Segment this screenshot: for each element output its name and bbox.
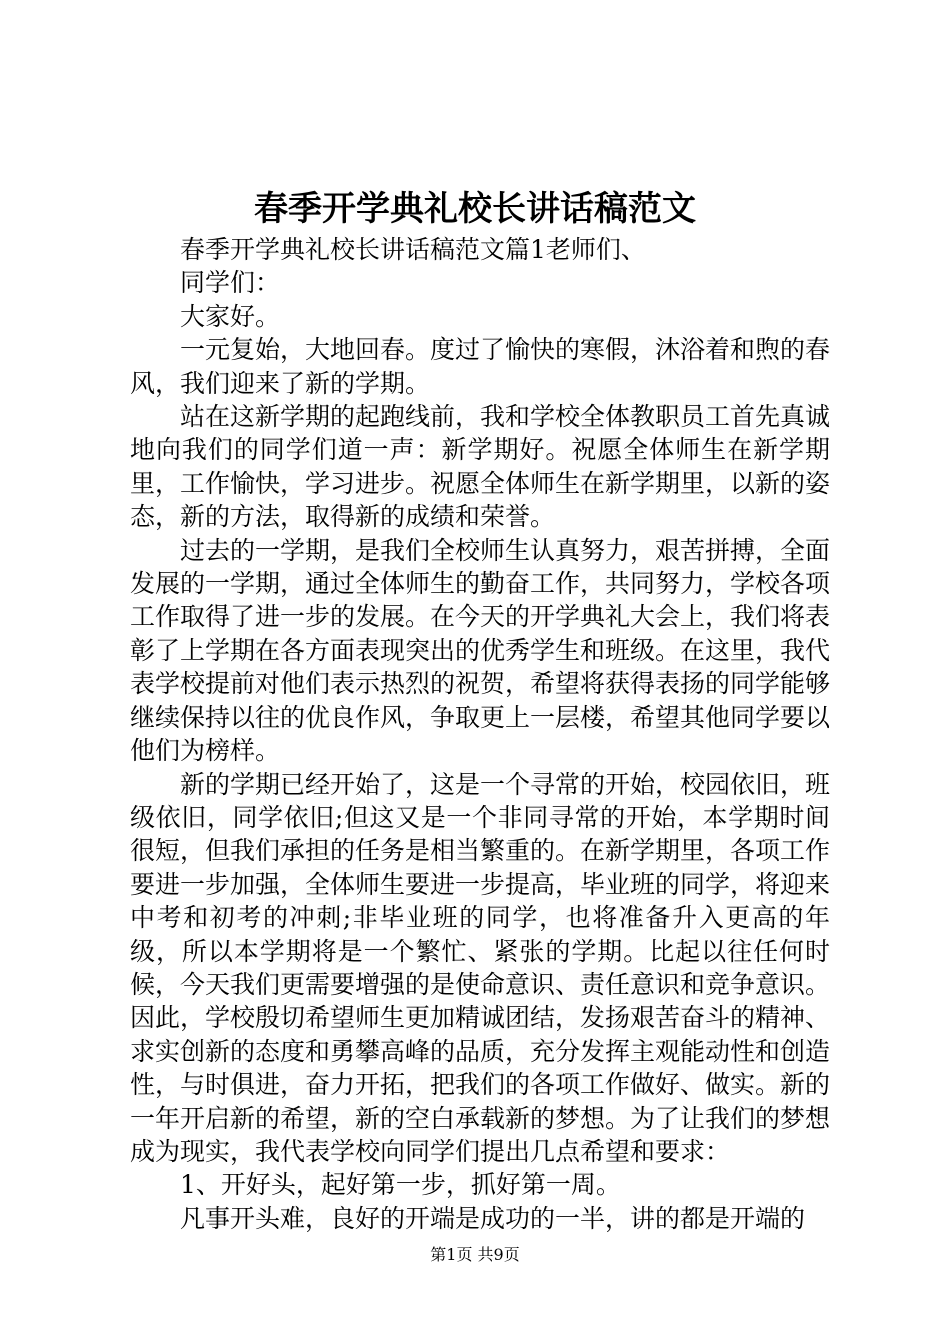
paragraph-1: 春季开学典礼校长讲话稿范文篇1老师们、 bbox=[180, 235, 646, 264]
document-title: 春季开学典礼校长讲话稿范文 bbox=[254, 189, 696, 229]
paragraph-2: 同学们： bbox=[180, 268, 281, 298]
paragraph-8: 1、开好头，起好第一步，抓好第一周。 bbox=[180, 1170, 621, 1200]
paragraph-7: 新的学期已经开始了，这是一个寻常的开始，校园依旧，班级依旧，同学依旧;但这又是一个非同寻常的开始，本学期时间很短，但我们承担的任务是相当繁重的。在新学期里，各项工作要进一步加强，全体师生要进一步提高，毕业班的同学，将迎来中考和初考的冲刺;非毕业班的同学，也将准备升入更高的年级，所以本学期将是一个繁忙、紧张的学期。比起以往任何时候，今天我们更需要增强的是使命意识、责任意识和竞争意识。因此，学校殷切希望师生更加精诚团结，发扬艰苦奋斗的精神、求实创新的态度和勇攀高峰的品质，充分发挥主观能动性和创造性，与时俱进，奋力开拓，把我们的各项工作做好、做实。新的一年开启新的希望，新的空白承载新的梦想。为了让我们的梦想成为现实，我代表学校向同学们提出几点希望和要求： bbox=[130, 769, 831, 1166]
paragraph-5: 站在这新学期的起跑线前，我和学校全体教职员工首先真诚地向我们的同学们道一声：新学期好。祝愿全体师生在新学期里，工作愉快，学习进步。祝愿全体师生在新学期里，以新的姿态，新的方法，取得新的成绩和荣誉。 bbox=[130, 402, 831, 532]
document-body bbox=[130, 233, 830, 1235]
paragraph-4: 一元复始，大地回春。度过了愉快的寒假，沐浴着和煦的春风，我们迎来了新的学期。 bbox=[130, 335, 831, 398]
paragraph-6: 过去的一学期，是我们全校师生认真努力，艰苦拼搏，全面发展的一学期，通过全体师生的勤奋工作，共同努力，学校各项工作取得了进一步的发展。在今天的开学典礼大会上，我们将表彰了上学期在各方面表现突出的优秀学生和班级。在这里，我代表学校提前对他们表示热烈的祝贺，希望将获得表扬的同学能够继续保持以往的优良作风，争取更上一层楼，希望其他同学要以他们为榜样。 bbox=[130, 535, 831, 766]
page-footer: 第1页 共9页 bbox=[430, 1245, 520, 1264]
paragraph-3: 大家好。 bbox=[180, 301, 281, 331]
paragraph-9: 凡事开头难，良好的开端是成功的一半，讲的都是开端的 bbox=[180, 1203, 806, 1233]
